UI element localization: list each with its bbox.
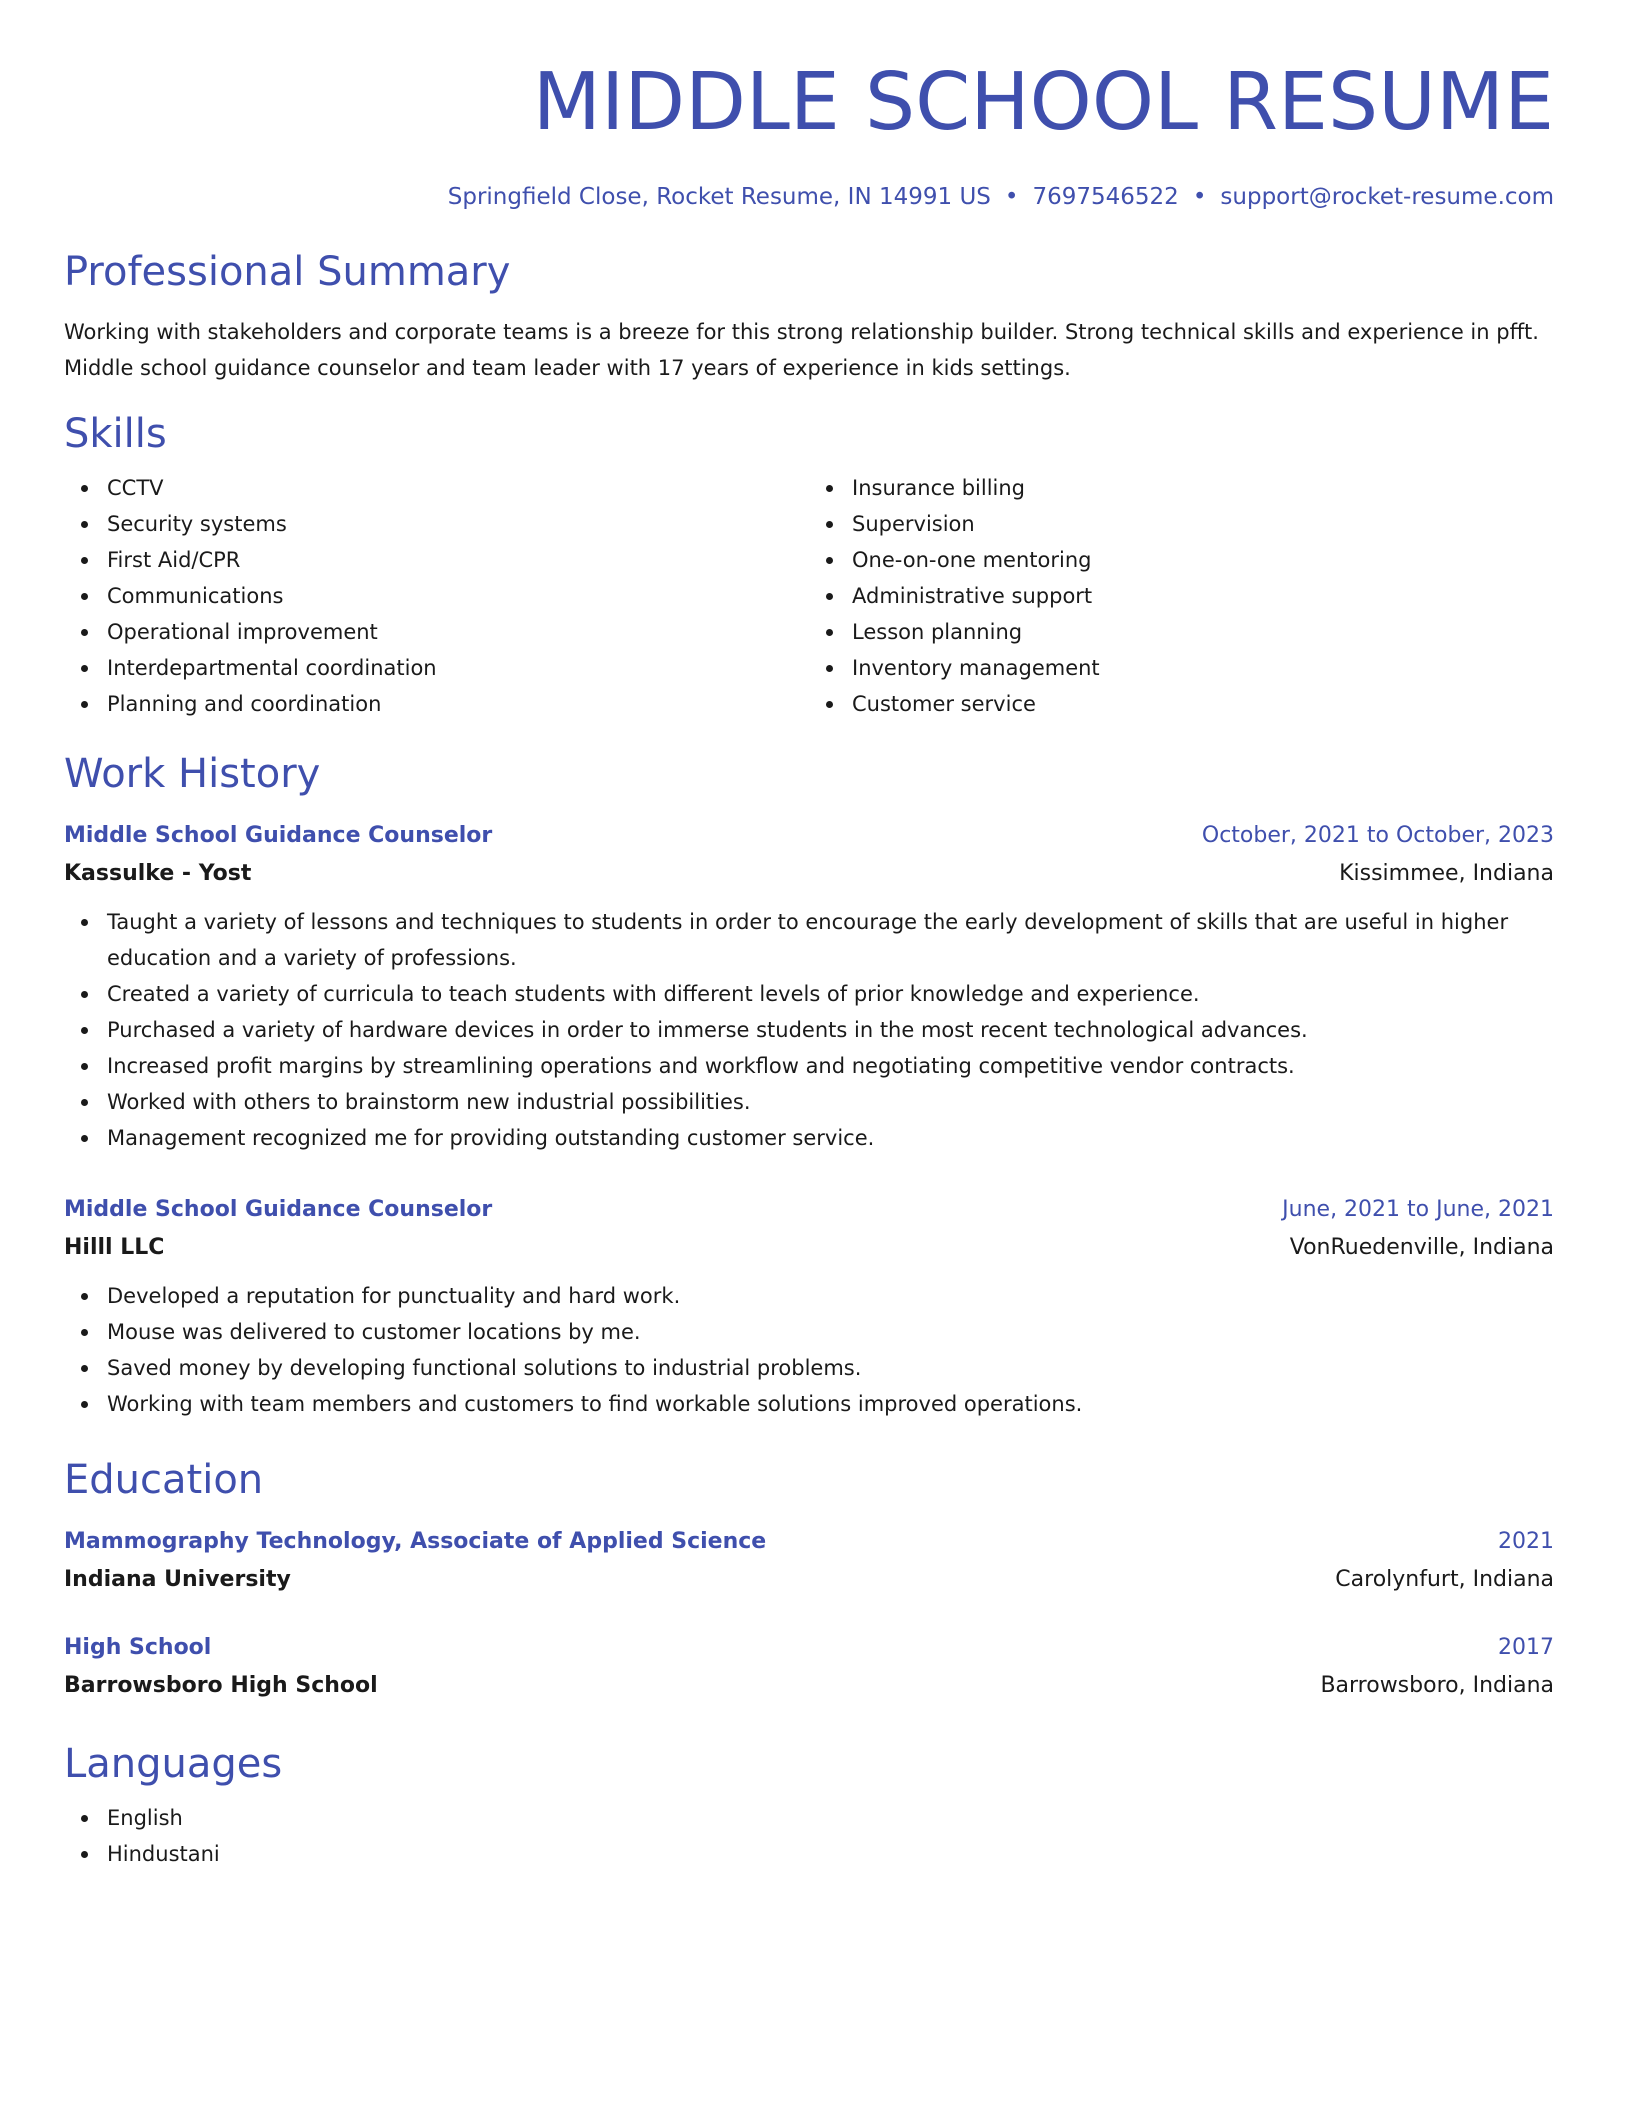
job-entry (64, 1192, 1554, 1422)
job-company-row (64, 1228, 1554, 1268)
skill-item: Communications (107, 578, 809, 614)
contact-phone: 7697546522 (1032, 184, 1179, 210)
job-company: Hilll LLC (64, 1235, 165, 1260)
skill-item: Inventory management (852, 650, 1554, 686)
language-item: English (107, 1800, 1554, 1836)
job-bullet: Developed a reputation for punctuality and hard work. (107, 1278, 1554, 1314)
skill-item: Customer service (852, 686, 1554, 722)
skill-item: Interdepartmental coordination (107, 650, 809, 686)
job-bullets (64, 904, 1554, 1156)
resume-header (64, 0, 1554, 212)
job-title-row (64, 818, 1554, 854)
skill-item: CCTV (107, 470, 809, 506)
job-dates: June, 2021 to June, 2021 (1282, 1197, 1554, 1222)
skills-column-right (809, 470, 1554, 722)
job-bullet: Saved money by developing functional solutions to industrial problems. (107, 1350, 1554, 1386)
contact-line (64, 182, 1554, 212)
education-school: Indiana University (64, 1567, 291, 1592)
skill-item: Operational improvement (107, 614, 809, 650)
work-history-section (64, 750, 1554, 1422)
job-location: Kissimmee, Indiana (1339, 861, 1554, 886)
summary-heading: Professional Summary (64, 249, 511, 295)
skills-grid (64, 470, 1554, 722)
contact-separator: • (1004, 184, 1019, 210)
job-entry (64, 818, 1554, 1156)
education-degree: High School (64, 1635, 212, 1660)
job-bullet: Working with team members and customers to find workable solutions improved operations. (107, 1386, 1554, 1422)
job-bullet: Mouse was delivered to customer locations by me. (107, 1314, 1554, 1350)
education-school-row (64, 1560, 1554, 1600)
summary-text: Working with stakeholders and corporate teams is a breeze for this strong relationship builder. Strong technical skills and experience in pfft. Middle school guidance counselor and team leader with 17 years of experience in kids settings. (64, 320, 1539, 380)
skills-column-left (64, 470, 809, 722)
education-year: 2021 (1498, 1529, 1554, 1554)
education-section (64, 1456, 1554, 1706)
education-entry (64, 1524, 1554, 1600)
job-title-row (64, 1192, 1554, 1228)
skill-item: Insurance billing (852, 470, 1554, 506)
job-bullet: Created a variety of curricula to teach students with different levels of prior knowledge and experience. (107, 976, 1554, 1012)
job-bullet: Management recognized me for providing outstanding customer service. (107, 1120, 1554, 1156)
job-title: Middle School Guidance Counselor (64, 823, 493, 848)
education-degree-row (64, 1524, 1554, 1560)
language-item: Hindustani (107, 1836, 1554, 1872)
contact-separator: • (1192, 184, 1207, 210)
education-school-row (64, 1666, 1554, 1706)
contact-email[interactable]: support@rocket-resume.com (1220, 184, 1554, 210)
job-bullets (64, 1278, 1554, 1422)
skills-section (64, 410, 1554, 722)
job-location: VonRuedenville, Indiana (1289, 1235, 1554, 1260)
job-bullet: Taught a variety of lessons and techniques to students in order to encourage the early development of skills that are useful in higher education and a variety of professions. (107, 904, 1554, 976)
job-dates: October, 2021 to October, 2023 (1201, 823, 1554, 848)
job-company: Kassulke - Yost (64, 861, 252, 886)
languages-section (64, 1740, 1554, 1872)
skill-item: One-on-one mentoring (852, 542, 1554, 578)
contact-address: Springfield Close, Rocket Resume, IN 14991 US (447, 184, 991, 210)
education-entry (64, 1630, 1554, 1706)
job-bullet: Worked with others to brainstorm new industrial possibilities. (107, 1084, 1554, 1120)
resume-title: MIDDLE SCHOOL RESUME (532, 56, 1554, 148)
languages-list (64, 1800, 1554, 1872)
resume-page (64, 0, 1554, 1872)
skill-item: First Aid/CPR (107, 542, 809, 578)
education-heading: Education (64, 1457, 264, 1503)
job-bullet: Increased profit margins by streamlining operations and workflow and negotiating competitive vendor contracts. (107, 1048, 1554, 1084)
skill-item: Supervision (852, 506, 1554, 542)
education-degree: Mammography Technology, Associate of Applied Science (64, 1529, 767, 1554)
education-year: 2017 (1498, 1635, 1554, 1660)
job-title: Middle School Guidance Counselor (64, 1197, 493, 1222)
job-bullet: Purchased a variety of hardware devices in order to immerse students in the most recent technological advances. (107, 1012, 1554, 1048)
skill-item: Lesson planning (852, 614, 1554, 650)
skill-item: Administrative support (852, 578, 1554, 614)
skills-heading: Skills (64, 411, 167, 457)
languages-heading: Languages (64, 1741, 283, 1787)
skill-item: Security systems (107, 506, 809, 542)
summary-section (64, 248, 1554, 386)
education-degree-row (64, 1630, 1554, 1666)
education-location: Barrowsboro, Indiana (1320, 1673, 1554, 1698)
job-company-row (64, 854, 1554, 894)
work-history-heading: Work History (64, 751, 321, 797)
education-location: Carolynfurt, Indiana (1335, 1567, 1554, 1592)
education-school: Barrowsboro High School (64, 1673, 378, 1698)
skill-item: Planning and coordination (107, 686, 809, 722)
